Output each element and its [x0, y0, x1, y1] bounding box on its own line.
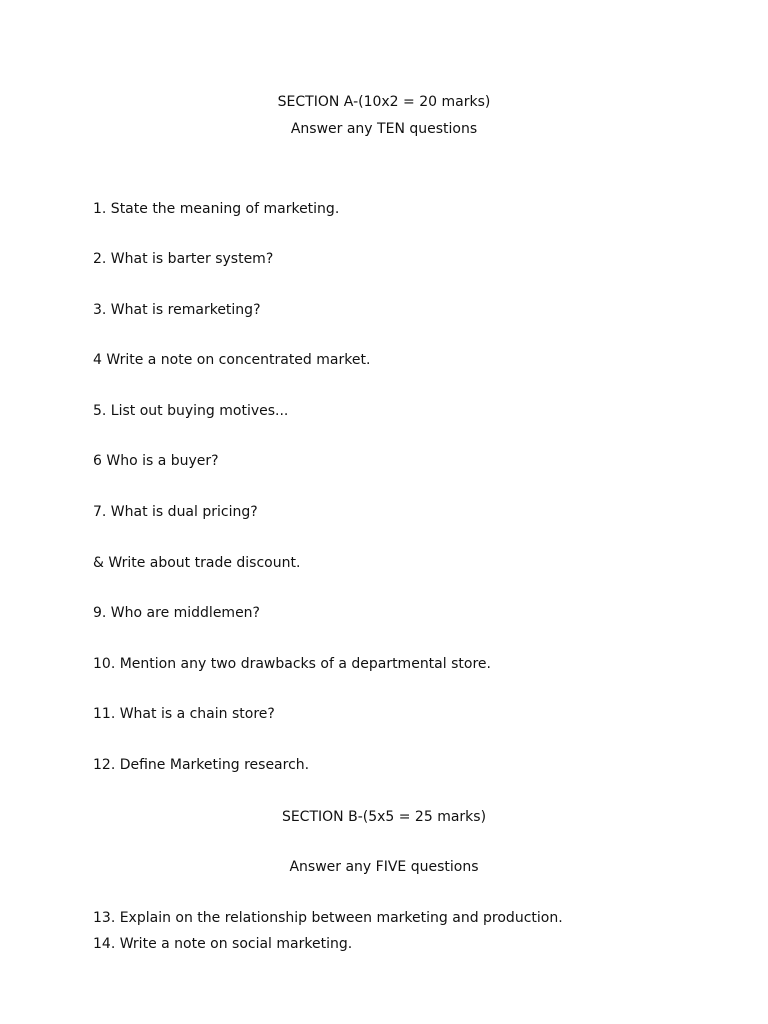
- question-11: 11. What is a chain store?: [93, 706, 275, 722]
- question-1: 1. State the meaning of marketing.: [93, 201, 340, 217]
- section-b-instruction: Answer any FIVE questions: [289, 859, 479, 875]
- question-3: 3. What is remarketing?: [93, 302, 261, 318]
- question-13: 13. Explain on the relationship between marketing and production.: [93, 910, 563, 926]
- question-9: 9. Who are middlemen?: [93, 605, 260, 621]
- question-8: & Write about trade discount.: [93, 555, 301, 571]
- question-5: 5. List out buying motives...: [93, 403, 289, 419]
- question-14: 14. Write a note on social marketing.: [93, 936, 353, 952]
- question-7: 7. What is dual pricing?: [93, 504, 258, 520]
- section-a-instruction: Answer any TEN questions: [290, 121, 478, 137]
- question-10: 10. Mention any two drawbacks of a departmental store.: [93, 656, 491, 672]
- question-2: 2. What is barter system?: [93, 251, 274, 267]
- section-b-heading: SECTION B-(5x5 = 25 marks): [281, 809, 487, 825]
- question-6: 6 Who is a buyer?: [93, 453, 219, 469]
- question-4: 4 Write a note on concentrated market.: [93, 352, 371, 368]
- section-a-heading: SECTION A-(10x2 = 20 marks): [277, 94, 491, 110]
- question-12: 12. Define Marketing research.: [93, 757, 310, 773]
